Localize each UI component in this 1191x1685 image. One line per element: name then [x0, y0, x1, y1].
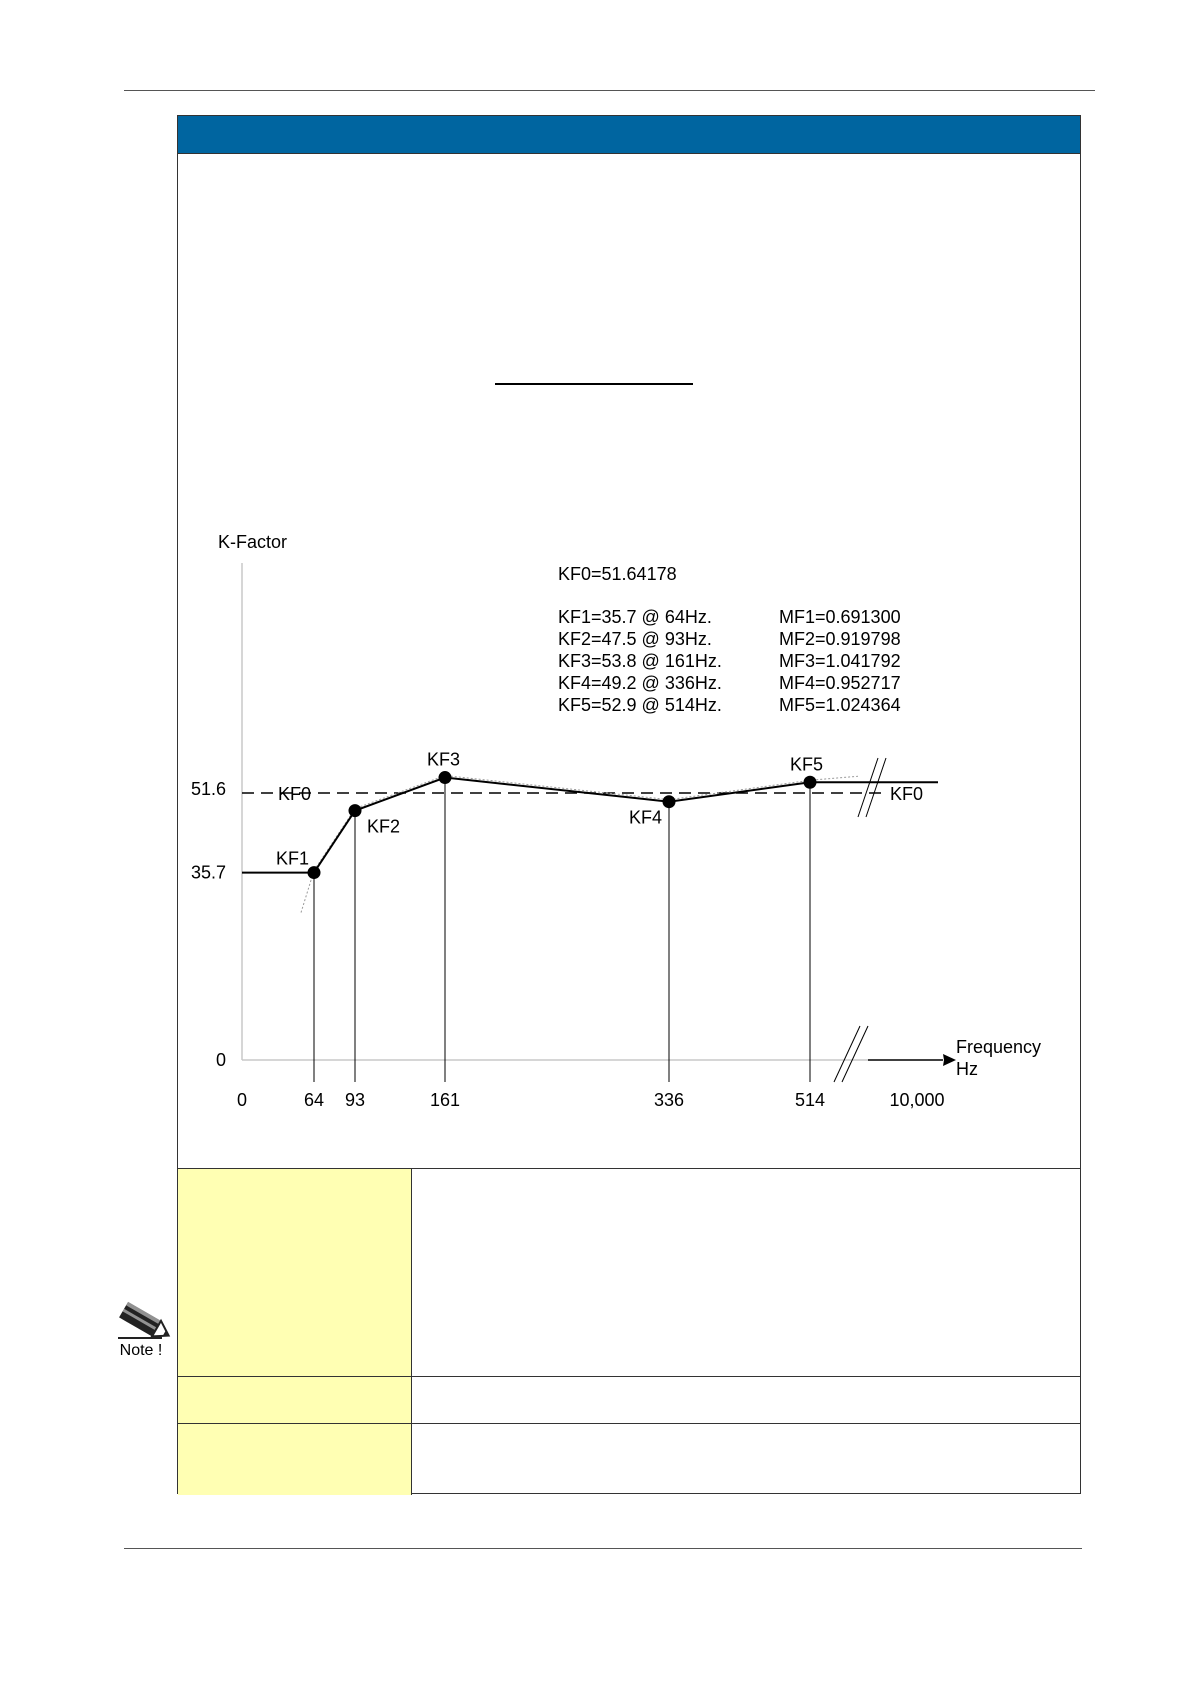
- x-axis-label: Frequency: [956, 1037, 1042, 1057]
- note-table-row: [178, 1376, 1080, 1423]
- note-table-label-cell: [178, 1169, 412, 1376]
- point-label: KF2: [367, 816, 401, 837]
- data-point: [349, 804, 362, 817]
- kf-annotation: KF4=49.2 @ 336Hz.: [558, 673, 722, 693]
- fitted-curve: [301, 776, 858, 913]
- mf-annotation: MF3=1.041792: [779, 651, 901, 671]
- x-tick-label: 161: [429, 1090, 461, 1110]
- point-label: KF1: [276, 848, 310, 869]
- x-tick-label: 0: [236, 1090, 248, 1110]
- y-tick-label: 0: [215, 1050, 226, 1070]
- note-table-label-cell: [178, 1377, 412, 1423]
- content-frame: [177, 115, 1081, 1494]
- x-axis-break-mark: [842, 1026, 868, 1082]
- kf0-label-right: KF0: [890, 784, 924, 804]
- x-tick-label: 514: [794, 1090, 826, 1110]
- note-table-row: [178, 1423, 1080, 1495]
- curve-break-mark: [858, 758, 878, 817]
- kf-annotation: KF2=47.5 @ 93Hz.: [558, 629, 712, 649]
- point-label: KF3: [427, 749, 461, 770]
- mf-annotation: MF1=0.691300: [779, 607, 901, 627]
- mf-annotation: MF4=0.952717: [779, 673, 901, 693]
- note-label: Note !: [119, 1342, 163, 1359]
- point-label: KF4: [629, 807, 663, 828]
- footer-rule: [124, 1548, 1082, 1549]
- x-axis-arrowhead: [943, 1054, 956, 1066]
- x-tick-label: 93: [344, 1090, 366, 1110]
- data-point: [663, 795, 676, 808]
- note-table-row: [178, 1168, 1080, 1376]
- header-rule: [124, 90, 1095, 91]
- mf-annotation: MF5=1.024364: [779, 695, 901, 715]
- x-tick-label: 64: [303, 1090, 325, 1110]
- y-axis-label: K-Factor: [218, 532, 288, 552]
- point-label: KF5: [790, 754, 824, 775]
- kf-annotation: KF3=53.8 @ 161Hz.: [558, 651, 722, 671]
- x-axis-label-unit: Hz: [956, 1059, 978, 1079]
- x-tick-label: 10,000: [889, 1090, 945, 1110]
- kf0-annotation: KF0=51.64178: [558, 564, 677, 584]
- data-point: [439, 771, 452, 784]
- y-tick-label: 51.6: [190, 779, 226, 800]
- mf-annotation: MF2=0.919798: [779, 629, 901, 649]
- note-table-label-cell: [178, 1424, 412, 1495]
- kf-annotation: KF1=35.7 @ 64Hz.: [558, 607, 712, 627]
- kf-annotation: KF5=52.9 @ 514Hz.: [558, 695, 722, 715]
- k-factor-chart: [178, 116, 1082, 1168]
- x-axis-break-mark: [834, 1026, 860, 1082]
- data-point: [804, 776, 817, 789]
- kf0-label-left: KF0: [278, 784, 312, 804]
- x-tick-label: 336: [653, 1090, 685, 1110]
- curve-break-mark: [866, 758, 886, 817]
- y-tick-label: 35.7: [190, 862, 226, 883]
- data-point: [308, 866, 321, 879]
